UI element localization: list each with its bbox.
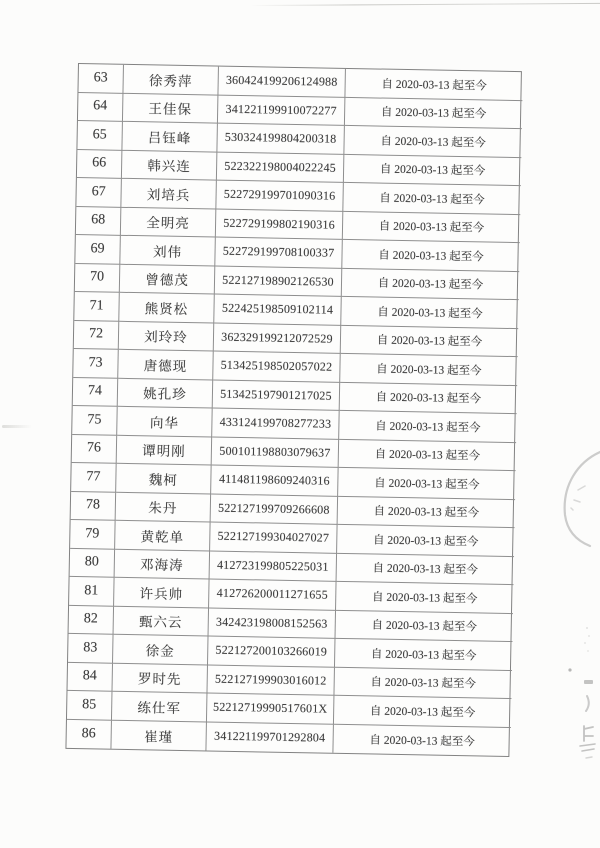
name-cell: 魏柯 [116,464,212,494]
period-cell: 自 2020-03-13 起至今 [337,553,514,585]
name-cell: 谭明刚 [117,435,213,465]
period-cell: 自 2020-03-13 起至今 [369,734,475,749]
id-number-cell: 513425197901217025 [213,380,341,411]
id-number-cell: 411481198609240316 [211,466,339,497]
period-cell: 自 2020-03-13 起至今 [334,696,511,728]
name-cell: 韩兴连 [122,150,218,180]
period-cell: 自 2020-03-13 起至今 [343,183,520,215]
name-cell: 徐金 [113,635,209,665]
name-cell: 刘伟 [120,236,216,266]
page-edge-scan-line [250,3,600,6]
scan-smudge [2,425,32,428]
row-number-cell: 75 [72,406,118,435]
id-number-cell: 522729199701090316 [216,181,344,212]
period-cell: 自 2020-03-13 起至今 [335,639,512,671]
row-number-cell: 69 [75,235,121,264]
id-number-cell: 522729199708100337 [215,238,343,269]
row-number-cell: 74 [73,377,119,406]
id-number-cell: 522729199802190316 [216,209,344,240]
row-number-cell: 82 [69,605,115,634]
period-cell: 自 2020-03-13 起至今 [339,439,516,471]
row-number-cell: 70 [75,263,121,292]
name-cell: 许兵帅 [114,578,210,608]
id-number-cell: 522322198004022245 [217,152,345,183]
period-cell: 自 2020-03-13 起至今 [341,297,518,329]
id-number-cell: 412723199805225031 [210,551,338,582]
period-cell: 自 2020-03-13 起至今 [342,268,519,300]
period-cell: 自 2020-03-13 起至今 [343,211,520,243]
name-cell: 唐德现 [118,350,214,380]
period-cell: 自 2020-03-13 起至今 [339,411,516,443]
period-cell: 自 2020-03-13 起至今 [337,525,514,557]
name-cell: 姚孔珍 [118,378,214,408]
name-cell: 罗时先 [112,663,208,693]
row-number-cell: 80 [70,548,116,577]
id-number-cell: 522127198902126530 [215,266,343,297]
period-cell: 自 2020-03-13 起至今 [341,325,518,357]
name-cell: 向华 [117,407,213,437]
name-cell: 朱丹 [116,492,212,522]
row-number-cell: 66 [77,150,123,179]
row-number-cell: 65 [77,121,123,150]
row-number-cell: 78 [71,491,117,520]
name-cell: 黄乾单 [115,521,211,551]
id-number-cell: 433124199708277233 [212,409,340,440]
row-number-cell: 63 [78,64,124,93]
name-cell: 吕钰峰 [122,122,218,152]
name-cell: 徐秀萍 [123,65,219,95]
name-cell: 甄六云 [114,606,210,636]
period-cell: 自 2020-03-13 起至今 [336,582,513,614]
id-number-cell: 522127199304027027 [210,523,338,554]
id-number-cell: 500101198803079637 [212,437,340,468]
name-cell: 刘玲玲 [119,321,215,351]
name-cell: 邓海涛 [115,549,211,579]
ink-bleedthrough-marks [540,430,600,770]
row-number-cell: 67 [76,178,122,207]
period-cell: 自 2020-03-13 起至今 [340,354,517,386]
period-cell: 自 2020-03-13 起至今 [338,496,515,528]
row-number-cell: 71 [74,292,120,321]
row-number-cell: 81 [69,577,115,606]
period-cell: 自 2020-03-13 起至今 [338,468,515,500]
name-cell: 熊贤松 [119,293,215,323]
period-cell: 自 2020-03-13 起至今 [345,97,522,129]
id-number-cell: 412726200011271655 [209,579,337,610]
period-cell: 自 2020-03-13 起至今 [344,126,521,158]
name-cell: 刘培兵 [121,179,217,209]
row-number-cell: 76 [72,434,118,463]
id-number-cell: 522127200103266019 [208,636,336,667]
period-cell: 自 2020-03-13 起至今 [345,69,522,101]
id-number-cell: 522425198509102114 [214,295,342,326]
row-number-cell: 64 [78,93,124,122]
row-number-cell: 84 [67,662,113,691]
period-cell: 自 2020-03-13 起至今 [342,240,519,272]
id-number-cell: 341221199701292804 [206,722,334,753]
row-number-cell: 86 [66,719,112,748]
id-number-cell: 522127199903016012 [207,665,335,696]
period-cell: 自 2020-03-13 起至今 [340,382,517,414]
period-cell: 自 2020-03-13 起至今 [344,154,521,186]
id-number-cell: 530324199804200318 [217,124,345,155]
id-number-cell: 342423198008152563 [209,608,337,639]
id-number-cell: 513425198502057022 [213,352,341,383]
row-number-cell: 85 [67,691,113,720]
row-number-cell: 79 [70,520,116,549]
name-cell: 练仕军 [112,692,208,722]
id-number-cell: 341221199910072277 [218,95,346,126]
id-number-cell: 362329199212072529 [214,323,342,354]
row-number-cell: 83 [68,634,114,663]
period-cell: 自 2020-03-13 起至今 [335,610,512,642]
name-cell: 崔瑾 [111,720,207,750]
row-number-cell: 72 [74,320,120,349]
name-cell: 全明亮 [121,207,217,237]
records-table [65,63,521,757]
row-number-cell: 77 [71,463,117,492]
id-number-cell: 52212719990517601X [207,693,335,724]
period-cell: 自 2020-03-13 起至今 [334,667,511,699]
name-cell: 王佳保 [123,93,219,123]
name-cell: 曾德茂 [120,264,216,294]
id-number-cell: 522127199709266608 [211,494,339,525]
row-number-cell: 73 [73,349,119,378]
id-number-cell: 360424199206124988 [218,67,346,98]
row-number-cell: 68 [76,206,122,235]
